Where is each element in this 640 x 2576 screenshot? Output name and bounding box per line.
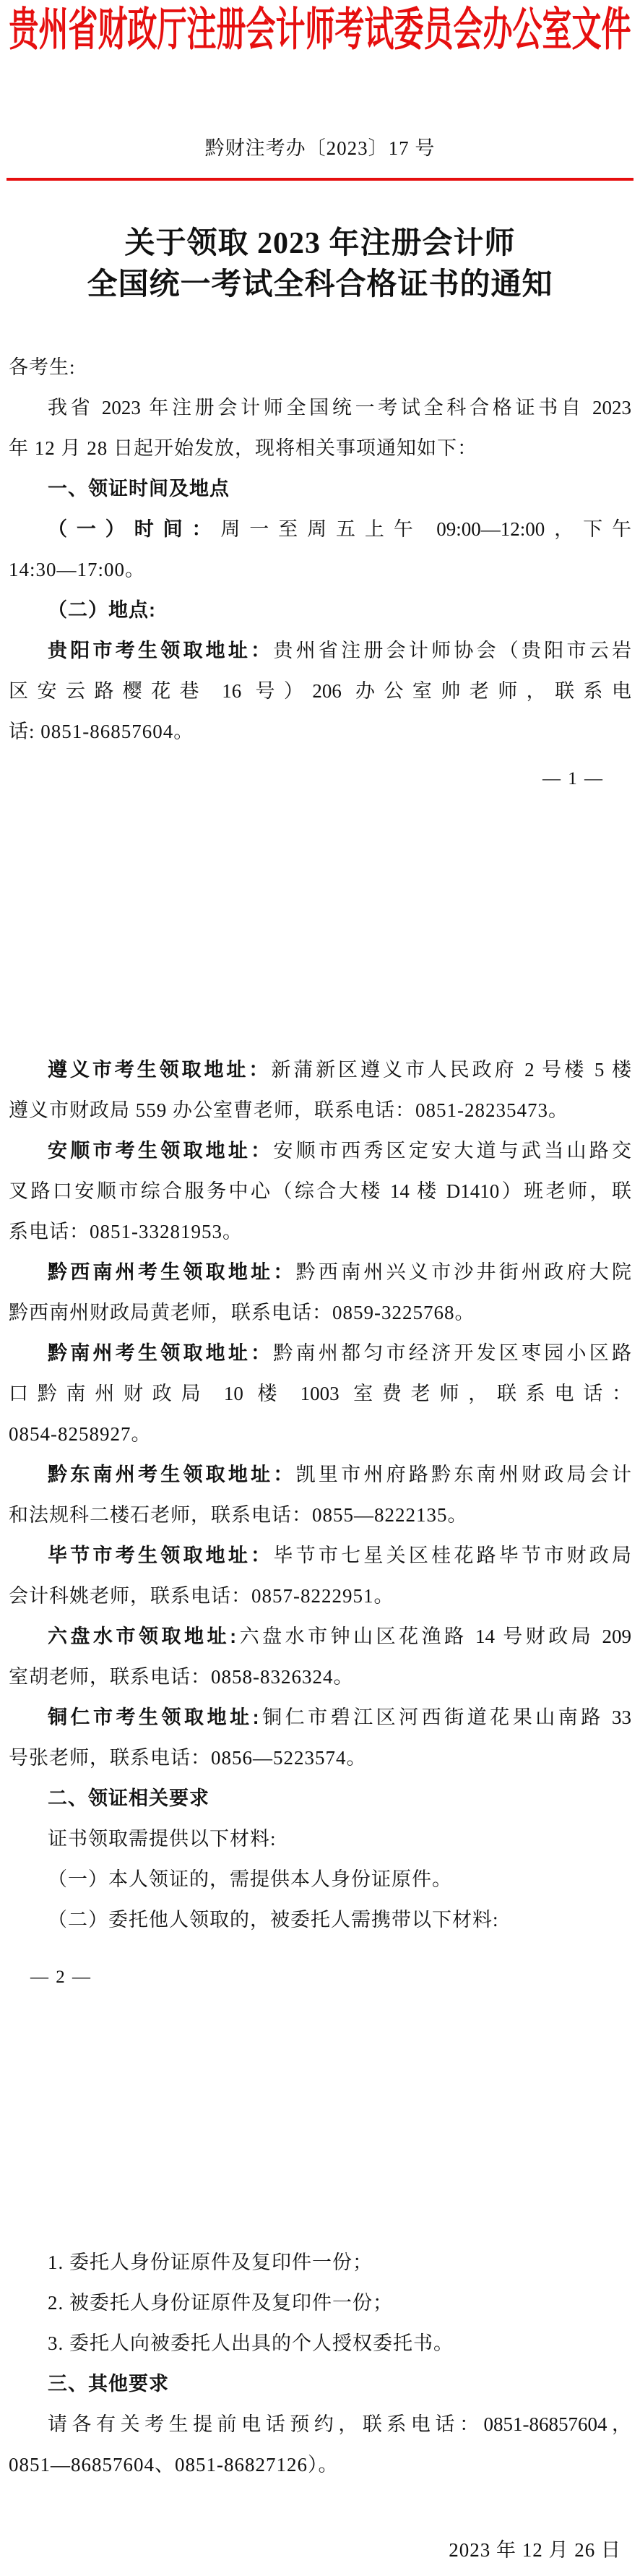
venue-tongren-line2: 号张老师，联系电话：0856—5223574。: [9, 1747, 367, 1769]
place-heading: （二）地点:: [48, 599, 156, 621]
venue-guiyang-line2: 区安云路樱花巷 16 号）206 办公室帅老师，联系电: [9, 680, 631, 702]
venue-qiandongnan-line2: 和法规科二楼石老师，联系电话：0855—8222135。: [9, 1504, 468, 1526]
notice-line-2: 0851—86857604、0851-86827126）。: [9, 2454, 339, 2476]
venue-bijie-label: 毕节市考生领取地址：: [48, 1545, 274, 1566]
venue-qiannan-line2: 口黔南州财政局 10 楼 1003 室费老师，联系电话：: [9, 1383, 631, 1404]
page-gap-1: [0, 791, 640, 1049]
org-banner-text: 贵州省财政厅注册会计师考试委员会办公室文件: [9, 3, 631, 56]
venue-liupanshui-line2: 室胡老师，联系电话：0858-8326324。: [9, 1666, 354, 1688]
page1-body: [0, 347, 640, 752]
doc-title: [0, 223, 640, 306]
red-divider: [7, 178, 633, 181]
org-banner: [0, 3, 640, 56]
section2-heading: 二、领证相关要求: [48, 1787, 209, 1809]
venue-zunyi-text1: 新蒲新区遵义市人民政府 2 号楼 5 楼: [271, 1059, 632, 1081]
doc-number: 黔财注考办〔2023〕17 号: [204, 137, 436, 159]
venue-tongren-text1: 铜仁市碧江区河西街道花果山南路 33: [259, 1706, 631, 1728]
venue-guiyang-label: 贵阳市考生领取地址：: [48, 640, 274, 661]
page-number-2: — 2 —: [30, 1967, 92, 1987]
venue-qianxinan-text1: 黔西南州兴义市沙井街州政府大院: [295, 1261, 632, 1283]
page-gap-2: [0, 1989, 640, 2242]
venue-anshun-line2: 叉路口安顺市综合服务中心（综合大楼 14 楼 D1410）班老师，联: [9, 1180, 631, 1202]
intro-line-1: 我省 2023 年注册会计师全国统一考试全科合格证书自 2023: [48, 397, 631, 418]
time-label: （一）时间：: [48, 518, 221, 540]
venue-bijie-line1: [0, 1535, 640, 1576]
issue-date: 2023 年 12 月 26 日: [449, 2539, 621, 2561]
venue-bijie-line2: 会计科姚老师，联系电话：0857-8222951。: [9, 1585, 394, 1607]
venue-tongren-line1: [0, 1697, 640, 1738]
venue-guiyang-line1: [0, 630, 640, 671]
page2-body: [0, 1049, 640, 1940]
venue-qianxinan-line1: [0, 1252, 640, 1292]
section3-heading: 三、其他要求: [48, 2373, 169, 2395]
venue-liupanshui-label: 六盘水市领取地址:: [48, 1626, 237, 1647]
time-paragraph-line1: [0, 509, 640, 549]
venue-anshun-label: 安顺市考生领取地址：: [48, 1140, 274, 1162]
venue-liupanshui-line1: [0, 1616, 640, 1657]
venue-anshun-text1: 安顺市西秀区定安大道与武当山路交: [273, 1140, 632, 1162]
venue-qiandongnan-line1: [0, 1454, 640, 1495]
venue-guiyang-text1: 贵州省注册会计师协会（贵阳市云岩: [273, 640, 632, 661]
venue-qiannan-line3: 0854-8258927。: [9, 1423, 152, 1445]
page3-body: [0, 2242, 640, 2485]
venue-qiandongnan-text1: 凯里市州府路黔东南州财政局会计: [295, 1464, 632, 1485]
venue-qianxinan-line2: 黔西南州财政局黄老师，联系电话：0859-3225768。: [9, 1302, 475, 1323]
venue-qiannan-text1: 黔南州都匀市经济开发区枣园小区路: [273, 1342, 632, 1364]
notice-line-1: 请各有关考生提前电话预约，联系电话：0851-86857604，: [48, 2413, 631, 2435]
page-number-1: — 1 —: [542, 769, 604, 789]
venue-zunyi-line2: 遵义市财政局 559 办公室曹老师，联系电话：0851-28235473。: [9, 1099, 568, 1121]
venue-bijie-text1: 毕节市七星关区桂花路毕节市财政局: [273, 1545, 632, 1566]
self-pickup-item: （一）本人领证的，需提供本人身份证原件。: [48, 1868, 452, 1890]
venue-guiyang-line3: 话: 0851-86857604。: [9, 721, 194, 742]
proxy-material-3: 3. 委托人向被委托人出具的个人授权委托书。: [48, 2332, 454, 2354]
proxy-pickup-item: （二）委托他人领取的，被委托人需携带以下材料:: [48, 1909, 499, 1931]
venue-tongren-label: 铜仁市考生领取地址:: [48, 1706, 259, 1728]
venue-qiandongnan-label: 黔东南州考生领取地址：: [48, 1464, 296, 1485]
intro-line-2: 年 12 月 28 日起开始发放，现将相关事项通知如下：: [9, 437, 477, 459]
venue-zunyi-label: 遵义市考生领取地址：: [48, 1059, 272, 1081]
venue-qiannan-line1: [0, 1333, 640, 1373]
venue-qianxinan-label: 黔西南州考生领取地址：: [48, 1261, 296, 1283]
salutation: 各考生:: [9, 356, 76, 378]
time-text-1: 周一至周五上午 09:00—12:00，下午: [220, 518, 632, 540]
doc-title-line1: 关于领取 2023 年注册会计师: [124, 227, 516, 260]
venue-anshun-line1: [0, 1130, 640, 1171]
materials-intro: 证书领取需提供以下材料:: [48, 1828, 277, 1850]
time-paragraph-line2: 14:30—17:00。: [9, 559, 146, 580]
doc-title-line2: 全国统一考试全科合格证书的通知: [87, 268, 553, 301]
proxy-material-2: 2. 被委托人身份证原件及复印件一份；: [48, 2292, 393, 2314]
venue-zunyi-line1: [0, 1049, 640, 1090]
venue-anshun-line3: 系电话：0851-33281953。: [9, 1221, 243, 1242]
section1-heading: 一、领证时间及地点: [48, 478, 230, 499]
proxy-material-1: 1. 委托人身份证原件及复印件一份；: [48, 2251, 373, 2273]
venue-liupanshui-text1: 六盘水市钟山区花渔路 14 号财政局 209: [236, 1626, 632, 1647]
venue-qiannan-label: 黔南州考生领取地址：: [48, 1342, 274, 1364]
